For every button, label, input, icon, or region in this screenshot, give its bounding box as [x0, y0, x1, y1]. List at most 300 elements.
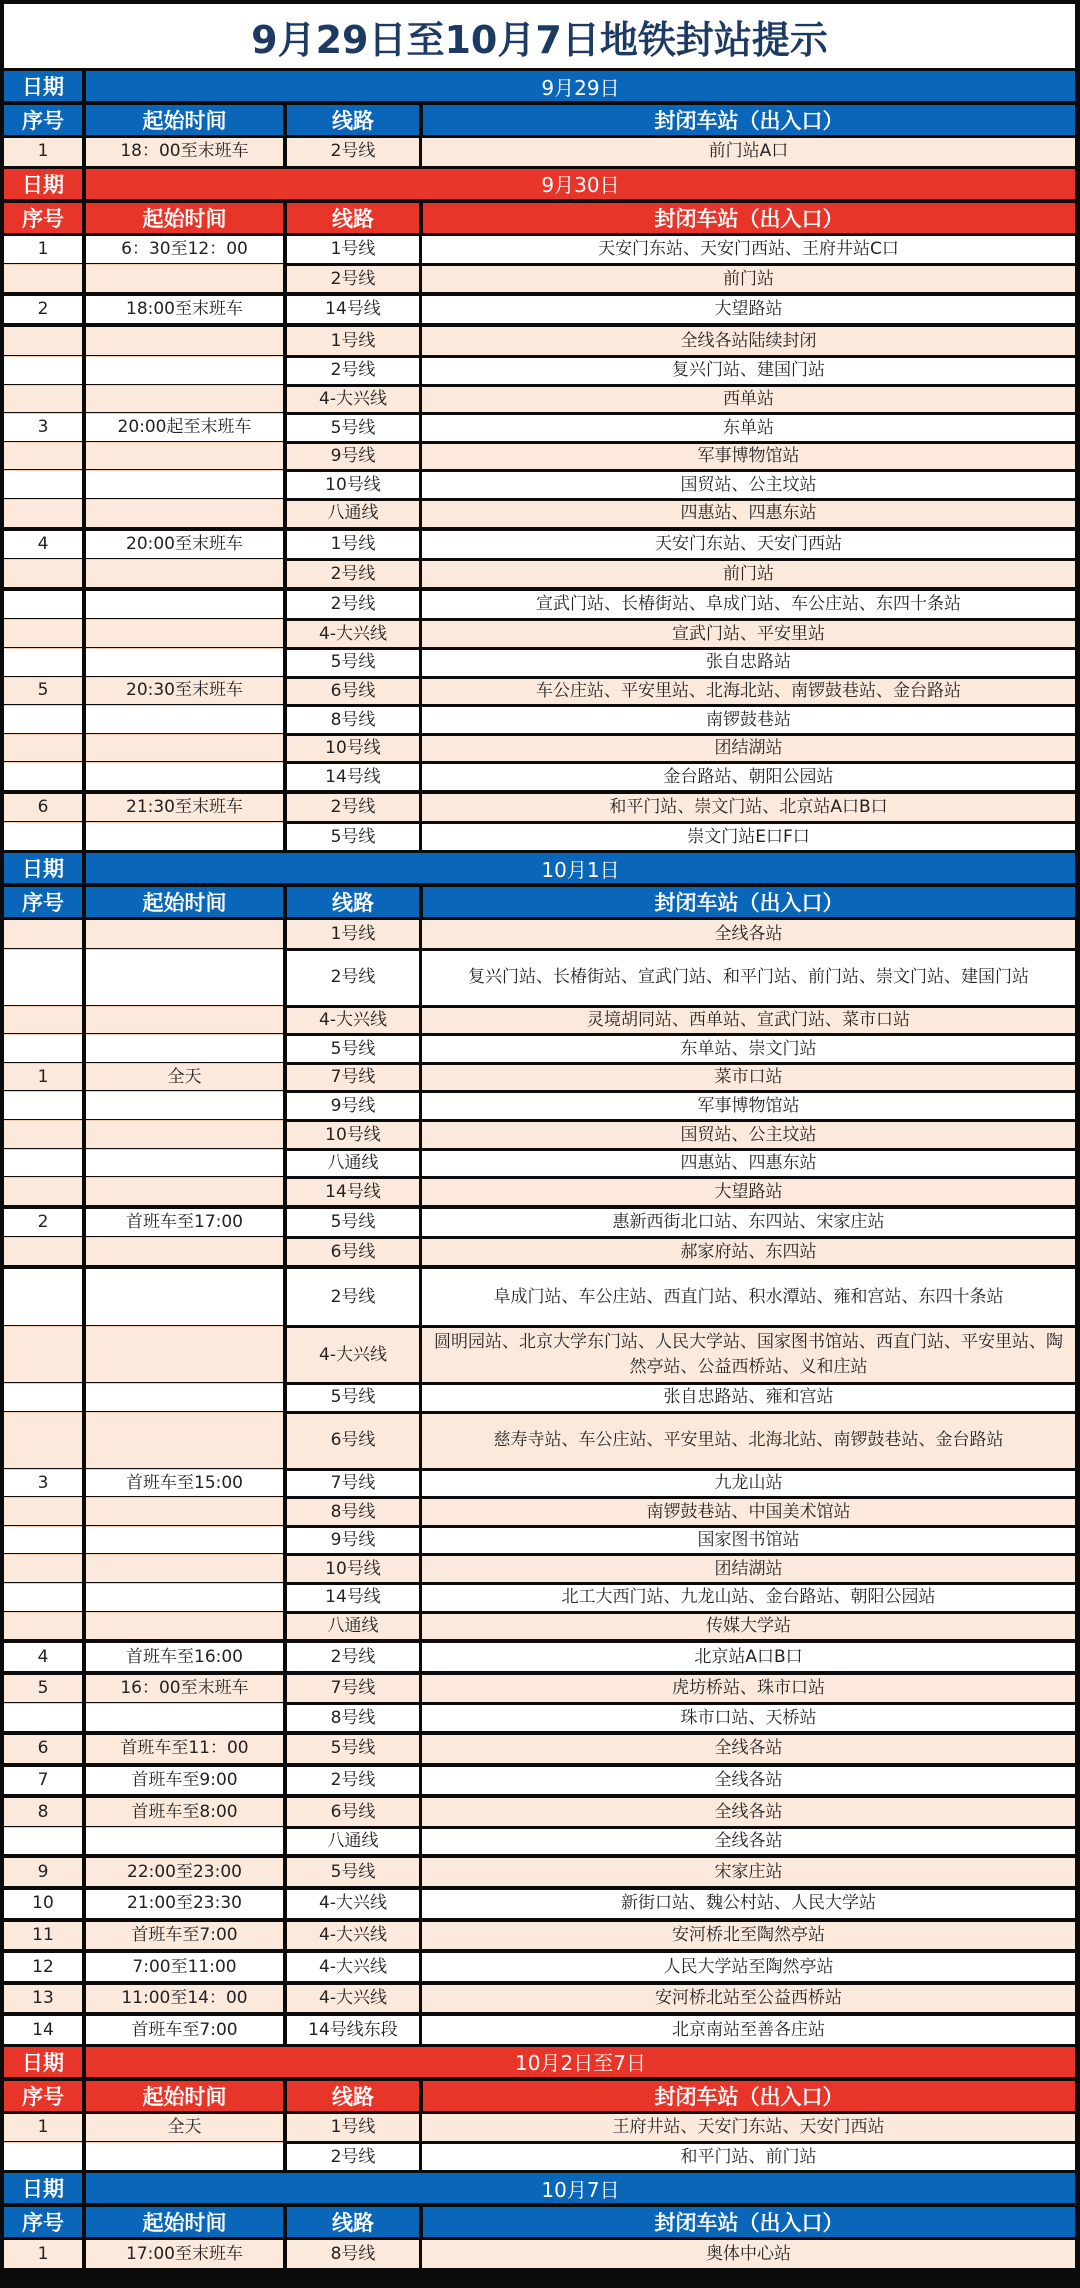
- header-closed-stations: 封闭车站（出入口）: [423, 2081, 1075, 2111]
- table-row: [4, 733, 1075, 762]
- seq-cell: 10: [4, 1890, 82, 1918]
- closed-stations-cell: 军事博物馆站: [422, 1091, 1075, 1119]
- line-cell: 10号线: [287, 470, 419, 498]
- start-time-cell: [86, 1149, 283, 1177]
- closed-stations-cell: 宋家庄站: [422, 1858, 1075, 1886]
- seq-cell: [4, 1237, 82, 1265]
- line-cell: 2号线: [287, 794, 419, 822]
- table-row: [4, 1496, 1075, 1525]
- start-time-cell: [86, 1827, 283, 1855]
- start-time-cell: [86, 949, 283, 1005]
- closed-stations-cell: 天安门东站、天安门西站: [422, 531, 1075, 559]
- date-value: 9月30日: [86, 169, 1075, 199]
- closed-stations-cell: 珠市口站、天桥站: [422, 1703, 1075, 1731]
- line-cell: 4-大兴线: [287, 1326, 419, 1382]
- header-seq: 序号: [4, 203, 82, 233]
- seq-cell: [4, 1383, 82, 1411]
- line-cell: 4-大兴线: [287, 619, 419, 647]
- closure-group: [4, 1890, 1075, 1922]
- seq-cell: [4, 1149, 82, 1177]
- table-row: [4, 531, 1075, 559]
- table-row: [4, 1411, 1075, 1468]
- header-start-time: 起始时间: [86, 2081, 283, 2111]
- table-row: [4, 1005, 1075, 1034]
- start-time-cell: 首班车至8:00: [86, 1798, 283, 1826]
- seq-cell: 11: [4, 1922, 82, 1950]
- header-start-time: 起始时间: [86, 2207, 283, 2237]
- start-time-cell: [86, 1326, 283, 1382]
- table-row: [4, 1382, 1075, 1411]
- line-cell: 10号线: [287, 1554, 419, 1582]
- line-cell: 6号线: [287, 677, 419, 705]
- closure-group: [4, 1269, 1075, 1643]
- start-time-cell: [86, 1703, 283, 1731]
- seq-cell: 1: [4, 138, 82, 166]
- line-cell: 2号线: [287, 559, 419, 587]
- seq-cell: [4, 1497, 82, 1525]
- closed-stations-cell: 传媒大学站: [422, 1612, 1075, 1640]
- closed-stations-cell: 北工大西门站、九龙山站、金台路站、朝阳公园站: [422, 1583, 1075, 1611]
- start-time-cell: [86, 499, 283, 527]
- line-cell: 2号线: [287, 949, 419, 1005]
- closure-group: [4, 1643, 1075, 1675]
- start-time-cell: [86, 619, 283, 647]
- header-seq: 序号: [4, 2081, 82, 2111]
- closed-stations-cell: 西单站: [422, 385, 1075, 413]
- line-cell: 4-大兴线: [287, 1922, 419, 1950]
- seq-cell: 3: [4, 1469, 82, 1497]
- date-bar: [4, 2047, 1075, 2077]
- closure-group: [4, 236, 1075, 296]
- header-start-time: 起始时间: [86, 203, 283, 233]
- closed-stations-cell: 复兴门站、长椿街站、宣武门站、和平门站、前门站、崇文门站、建国门站: [422, 949, 1075, 1005]
- closed-stations-cell: 四惠站、四惠东站: [422, 499, 1075, 527]
- seq-cell: 4: [4, 1643, 82, 1671]
- line-cell: 2号线: [287, 591, 419, 619]
- closure-group: [4, 1922, 1075, 1954]
- header-line: 线路: [287, 2081, 419, 2111]
- seq-cell: [4, 822, 82, 850]
- seq-cell: [4, 1269, 82, 1325]
- start-time-cell: 16：00至末班车: [86, 1675, 283, 1703]
- seq-cell: [4, 356, 82, 384]
- seq-cell: [4, 762, 82, 790]
- table-row: [4, 1611, 1075, 1640]
- closed-stations-cell: 崇文门站E口F口: [422, 822, 1075, 850]
- start-time-cell: [86, 2142, 283, 2170]
- line-cell: 7号线: [287, 1469, 419, 1497]
- seq-cell: 9: [4, 1858, 82, 1886]
- start-time-cell: [86, 442, 283, 470]
- header-line: 线路: [287, 203, 419, 233]
- closed-stations-cell: 宣武门站、平安里站: [422, 619, 1075, 647]
- closed-stations-cell: 南锣鼓巷站: [422, 705, 1075, 733]
- table-row: [4, 1236, 1075, 1265]
- line-cell: 10号线: [287, 1120, 419, 1148]
- date-value: 10月2日至7日: [86, 2047, 1075, 2077]
- closure-table: [4, 71, 1075, 2271]
- seq-cell: 5: [4, 677, 82, 705]
- seq-cell: 2: [4, 1209, 82, 1237]
- table-row: [4, 469, 1075, 498]
- line-cell: 9号线: [287, 442, 419, 470]
- header-line: 线路: [287, 105, 419, 135]
- line-cell: 14号线: [287, 762, 419, 790]
- seq-cell: [4, 1612, 82, 1640]
- closed-stations-cell: 东单站、崇文门站: [422, 1034, 1075, 1062]
- date-section: [4, 169, 1075, 853]
- header-closed-stations: 封闭车站（出入口）: [423, 105, 1075, 135]
- table-row: [4, 1643, 1075, 1671]
- table-row: [4, 2141, 1075, 2170]
- table-row: [4, 1269, 1075, 1325]
- seq-cell: [4, 591, 82, 619]
- start-time-cell: [86, 327, 283, 355]
- table-row: [4, 1953, 1075, 1981]
- closed-stations-cell: 全线各站: [422, 1735, 1075, 1763]
- closed-stations-cell: 前门站A口: [422, 138, 1075, 166]
- line-cell: 5号线: [287, 1735, 419, 1763]
- header-closed-stations: 封闭车站（出入口）: [423, 887, 1075, 917]
- closed-stations-cell: 车公庄站、平安里站、北海北站、南锣鼓巷站、金台路站: [422, 677, 1075, 705]
- line-cell: 5号线: [287, 1034, 419, 1062]
- date-section: [4, 71, 1075, 169]
- start-time-cell: 18：00至末班车: [86, 138, 283, 166]
- line-cell: 4-大兴线: [287, 385, 419, 413]
- start-time-cell: [86, 1120, 283, 1148]
- table-row: [4, 1209, 1075, 1237]
- table-row: [4, 1922, 1075, 1950]
- line-cell: 2号线: [287, 356, 419, 384]
- start-time-cell: [86, 385, 283, 413]
- header-start-time: 起始时间: [86, 887, 283, 917]
- seq-cell: [4, 264, 82, 292]
- closed-stations-cell: 灵境胡同站、西单站、宣武门站、菜市口站: [422, 1006, 1075, 1034]
- start-time-cell: [86, 705, 283, 733]
- closed-stations-cell: 国家图书馆站: [422, 1526, 1075, 1554]
- line-cell: 14号线东段: [287, 2016, 419, 2044]
- start-time-cell: [86, 1612, 283, 1640]
- line-cell: 2号线: [287, 1767, 419, 1795]
- table-row: [4, 1826, 1075, 1855]
- line-cell: 9号线: [287, 1526, 419, 1554]
- closed-stations-cell: 圆明园站、北京大学东门站、人民大学站、国家图书馆站、西直门站、平安里站、陶然亭站、公益西桥站、义和庄站: [422, 1326, 1075, 1382]
- start-time-cell: [86, 1091, 283, 1119]
- table-row: [4, 236, 1075, 264]
- table-row: [4, 821, 1075, 850]
- table-row: [4, 1062, 1075, 1091]
- closed-stations-cell: 九龙山站: [422, 1469, 1075, 1497]
- seq-cell: [4, 385, 82, 413]
- seq-cell: [4, 1526, 82, 1554]
- closed-stations-cell: 和平门站、崇文门站、北京站A口B口: [422, 794, 1075, 822]
- closed-stations-cell: 军事博物馆站: [422, 442, 1075, 470]
- closed-stations-cell: 安河桥北至陶然亭站: [422, 1922, 1075, 1950]
- seq-cell: 1: [4, 236, 82, 264]
- column-header-row: [4, 887, 1075, 917]
- start-time-cell: [86, 356, 283, 384]
- closure-group: [4, 2114, 1075, 2173]
- line-cell: 4-大兴线: [287, 1953, 419, 1981]
- seq-cell: [4, 442, 82, 470]
- seq-cell: 5: [4, 1675, 82, 1703]
- header-seq: 序号: [4, 887, 82, 917]
- table-row: [4, 1325, 1075, 1382]
- start-time-cell: 21:30至末班车: [86, 794, 283, 822]
- start-time-cell: 首班车至16:00: [86, 1643, 283, 1671]
- date-label: 日期: [4, 2173, 82, 2203]
- start-time-cell: [86, 1583, 283, 1611]
- date-label: 日期: [4, 2047, 82, 2077]
- table-row: [4, 1525, 1075, 1554]
- closure-group: [4, 296, 1075, 328]
- line-cell: 5号线: [287, 1383, 419, 1411]
- table-row: [4, 1468, 1075, 1497]
- table-row: [4, 441, 1075, 470]
- closed-stations-cell: 团结湖站: [422, 734, 1075, 762]
- closed-stations-cell: 前门站: [422, 264, 1075, 292]
- table-row: [4, 591, 1075, 619]
- table-row: [4, 412, 1075, 441]
- seq-cell: [4, 1006, 82, 1034]
- start-time-cell: 首班车至9:00: [86, 1767, 283, 1795]
- seq-cell: [4, 1034, 82, 1062]
- closed-stations-cell: 张自忠路站: [422, 648, 1075, 676]
- line-cell: 14号线: [287, 296, 419, 324]
- line-cell: 7号线: [287, 1675, 419, 1703]
- line-cell: 4-大兴线: [287, 1006, 419, 1034]
- start-time-cell: 17:00至末班车: [86, 2240, 283, 2268]
- line-cell: 2号线: [287, 138, 419, 166]
- closed-stations-cell: 宣武门站、长椿街站、阜成门站、车公庄站、东四十条站: [422, 591, 1075, 619]
- seq-cell: 1: [4, 2240, 82, 2268]
- closure-group: [4, 1798, 1075, 1858]
- line-cell: 10号线: [287, 734, 419, 762]
- closed-stations-cell: 国贸站、公主坟站: [422, 1120, 1075, 1148]
- closure-group: [4, 1858, 1075, 1890]
- column-header-row: [4, 2081, 1075, 2111]
- table-row: [4, 355, 1075, 384]
- start-time-cell: 首班车至15:00: [86, 1469, 283, 1497]
- seq-cell: [4, 499, 82, 527]
- closed-stations-cell: 惠新西街北口站、东四站、宋家庄站: [422, 1209, 1075, 1237]
- closure-group: [4, 138, 1075, 169]
- closed-stations-cell: 慈寿寺站、车公庄站、平安里站、北海北站、南锣鼓巷站、金台路站: [422, 1412, 1075, 1468]
- seq-cell: 12: [4, 1953, 82, 1981]
- start-time-cell: [86, 559, 283, 587]
- seq-cell: 3: [4, 413, 82, 441]
- line-cell: 5号线: [287, 1209, 419, 1237]
- column-header-row: [4, 2207, 1075, 2237]
- seq-cell: 13: [4, 1985, 82, 2013]
- line-cell: 5号线: [287, 822, 419, 850]
- start-time-cell: 21:00至23:30: [86, 1890, 283, 1918]
- seq-cell: 7: [4, 1767, 82, 1795]
- date-bar: [4, 853, 1075, 883]
- seq-cell: 1: [4, 2114, 82, 2142]
- header-line: 线路: [287, 887, 419, 917]
- line-cell: 八通线: [287, 1149, 419, 1177]
- table-row: [4, 2240, 1075, 2268]
- seq-cell: 6: [4, 1735, 82, 1763]
- date-bar: [4, 2173, 1075, 2203]
- table-row: [4, 263, 1075, 292]
- closed-stations-cell: 大望路站: [422, 1177, 1075, 1205]
- seq-cell: [4, 1703, 82, 1731]
- line-cell: 八通线: [287, 499, 419, 527]
- line-cell: 2号线: [287, 1643, 419, 1671]
- closure-group: [4, 591, 1075, 794]
- closed-stations-cell: 全线各站: [422, 1798, 1075, 1826]
- date-label: 日期: [4, 71, 82, 101]
- line-cell: 5号线: [287, 1858, 419, 1886]
- header-seq: 序号: [4, 105, 82, 135]
- start-time-cell: [86, 920, 283, 948]
- seq-cell: [4, 1091, 82, 1119]
- table-row: [4, 1890, 1075, 1918]
- table-row: [4, 676, 1075, 705]
- date-value: 10月1日: [86, 853, 1075, 883]
- table-row: [4, 2114, 1075, 2142]
- closed-stations-cell: 阜成门站、车公庄站、西直门站、积水潭站、雍和宫站、东四十条站: [422, 1269, 1075, 1325]
- closure-group: [4, 327, 1075, 530]
- table-row: [4, 647, 1075, 676]
- start-time-cell: [86, 1526, 283, 1554]
- table-row: [4, 384, 1075, 413]
- line-cell: 4-大兴线: [287, 1890, 419, 1918]
- line-cell: 5号线: [287, 648, 419, 676]
- line-cell: 6号线: [287, 1237, 419, 1265]
- header-seq: 序号: [4, 2207, 82, 2237]
- seq-cell: [4, 1177, 82, 1205]
- closed-stations-cell: 全线各站: [422, 1767, 1075, 1795]
- closed-stations-cell: 金台路站、朝阳公园站: [422, 762, 1075, 790]
- closed-stations-cell: 新街口站、魏公村站、人民大学站: [422, 1890, 1075, 1918]
- line-cell: 1号线: [287, 531, 419, 559]
- start-time-cell: [86, 470, 283, 498]
- line-cell: 8号线: [287, 2240, 419, 2268]
- seq-cell: 8: [4, 1798, 82, 1826]
- table-row: [4, 1858, 1075, 1886]
- start-time-cell: [86, 591, 283, 619]
- line-cell: 5号线: [287, 413, 419, 441]
- table-row: [4, 1148, 1075, 1177]
- line-cell: 1号线: [287, 920, 419, 948]
- seq-cell: 4: [4, 531, 82, 559]
- start-time-cell: 6：30至12：00: [86, 236, 283, 264]
- table-row: [4, 1033, 1075, 1062]
- seq-cell: 1: [4, 1063, 82, 1091]
- table-row: [4, 1735, 1075, 1763]
- closed-stations-cell: 全线各站陆续封闭: [422, 327, 1075, 355]
- start-time-cell: 首班车至7:00: [86, 2016, 283, 2044]
- start-time-cell: [86, 762, 283, 790]
- line-cell: 14号线: [287, 1583, 419, 1611]
- line-cell: 1号线: [287, 327, 419, 355]
- table-row: [4, 296, 1075, 324]
- table-row: [4, 1702, 1075, 1731]
- closed-stations-cell: 虎坊桥站、珠市口站: [422, 1675, 1075, 1703]
- seq-cell: 14: [4, 2016, 82, 2044]
- start-time-cell: [86, 1554, 283, 1582]
- start-time-cell: 全天: [86, 2114, 283, 2142]
- start-time-cell: [86, 1177, 283, 1205]
- closed-stations-cell: 郝家府站、东四站: [422, 1237, 1075, 1265]
- table-row: [4, 1767, 1075, 1795]
- start-time-cell: [86, 1006, 283, 1034]
- line-cell: 9号线: [287, 1091, 419, 1119]
- date-section: [4, 2173, 1075, 2271]
- seq-cell: [4, 559, 82, 587]
- closure-group: [4, 1767, 1075, 1799]
- start-time-cell: [86, 1412, 283, 1468]
- seq-cell: [4, 920, 82, 948]
- line-cell: 4-大兴线: [287, 1985, 419, 2013]
- seq-cell: 2: [4, 296, 82, 324]
- start-time-cell: 20:00起至末班车: [86, 413, 283, 441]
- line-cell: 8号线: [287, 705, 419, 733]
- seq-cell: [4, 1120, 82, 1148]
- line-cell: 7号线: [287, 1063, 419, 1091]
- line-cell: 2号线: [287, 2142, 419, 2170]
- column-header-row: [4, 203, 1075, 233]
- closed-stations-cell: 团结湖站: [422, 1554, 1075, 1582]
- closed-stations-cell: 张自忠路站、雍和宫站: [422, 1383, 1075, 1411]
- start-time-cell: 18:00至末班车: [86, 296, 283, 324]
- line-cell: 八通线: [287, 1612, 419, 1640]
- closed-stations-cell: 四惠站、四惠东站: [422, 1149, 1075, 1177]
- date-bar: [4, 169, 1075, 199]
- table-row: [4, 618, 1075, 647]
- seq-cell: [4, 1412, 82, 1468]
- date-value: 10月7日: [86, 2173, 1075, 2203]
- closed-stations-cell: 东单站: [422, 413, 1075, 441]
- seq-cell: [4, 648, 82, 676]
- closed-stations-cell: 王府井站、天安门东站、天安门西站: [422, 2114, 1075, 2142]
- line-cell: 2号线: [287, 264, 419, 292]
- table-row: [4, 1119, 1075, 1148]
- closed-stations-cell: 菜市口站: [422, 1063, 1075, 1091]
- seq-cell: [4, 619, 82, 647]
- closed-stations-cell: 和平门站、前门站: [422, 2142, 1075, 2170]
- table-row: [4, 704, 1075, 733]
- closed-stations-cell: 南锣鼓巷站、中国美术馆站: [422, 1497, 1075, 1525]
- closed-stations-cell: 全线各站: [422, 920, 1075, 948]
- start-time-cell: [86, 1497, 283, 1525]
- table-row: [4, 138, 1075, 166]
- date-bar: [4, 71, 1075, 101]
- table-row: [4, 327, 1075, 355]
- table-row: [4, 1582, 1075, 1611]
- seq-cell: 6: [4, 794, 82, 822]
- closure-group: [4, 531, 1075, 591]
- start-time-cell: [86, 1383, 283, 1411]
- closure-group: [4, 2016, 1075, 2047]
- closed-stations-cell: 奥体中心站: [422, 2240, 1075, 2268]
- header-closed-stations: 封闭车站（出入口）: [423, 203, 1075, 233]
- seq-cell: [4, 470, 82, 498]
- closure-group: [4, 1985, 1075, 2017]
- start-time-cell: 11:00至14：00: [86, 1985, 283, 2013]
- table-row: [4, 1985, 1075, 2013]
- table-row: [4, 1553, 1075, 1582]
- seq-cell: [4, 949, 82, 1005]
- start-time-cell: [86, 648, 283, 676]
- line-cell: 8号线: [287, 1703, 419, 1731]
- start-time-cell: 20:00至末班车: [86, 531, 283, 559]
- closed-stations-cell: 天安门东站、天安门西站、王府井站C口: [422, 236, 1075, 264]
- line-cell: 6号线: [287, 1412, 419, 1468]
